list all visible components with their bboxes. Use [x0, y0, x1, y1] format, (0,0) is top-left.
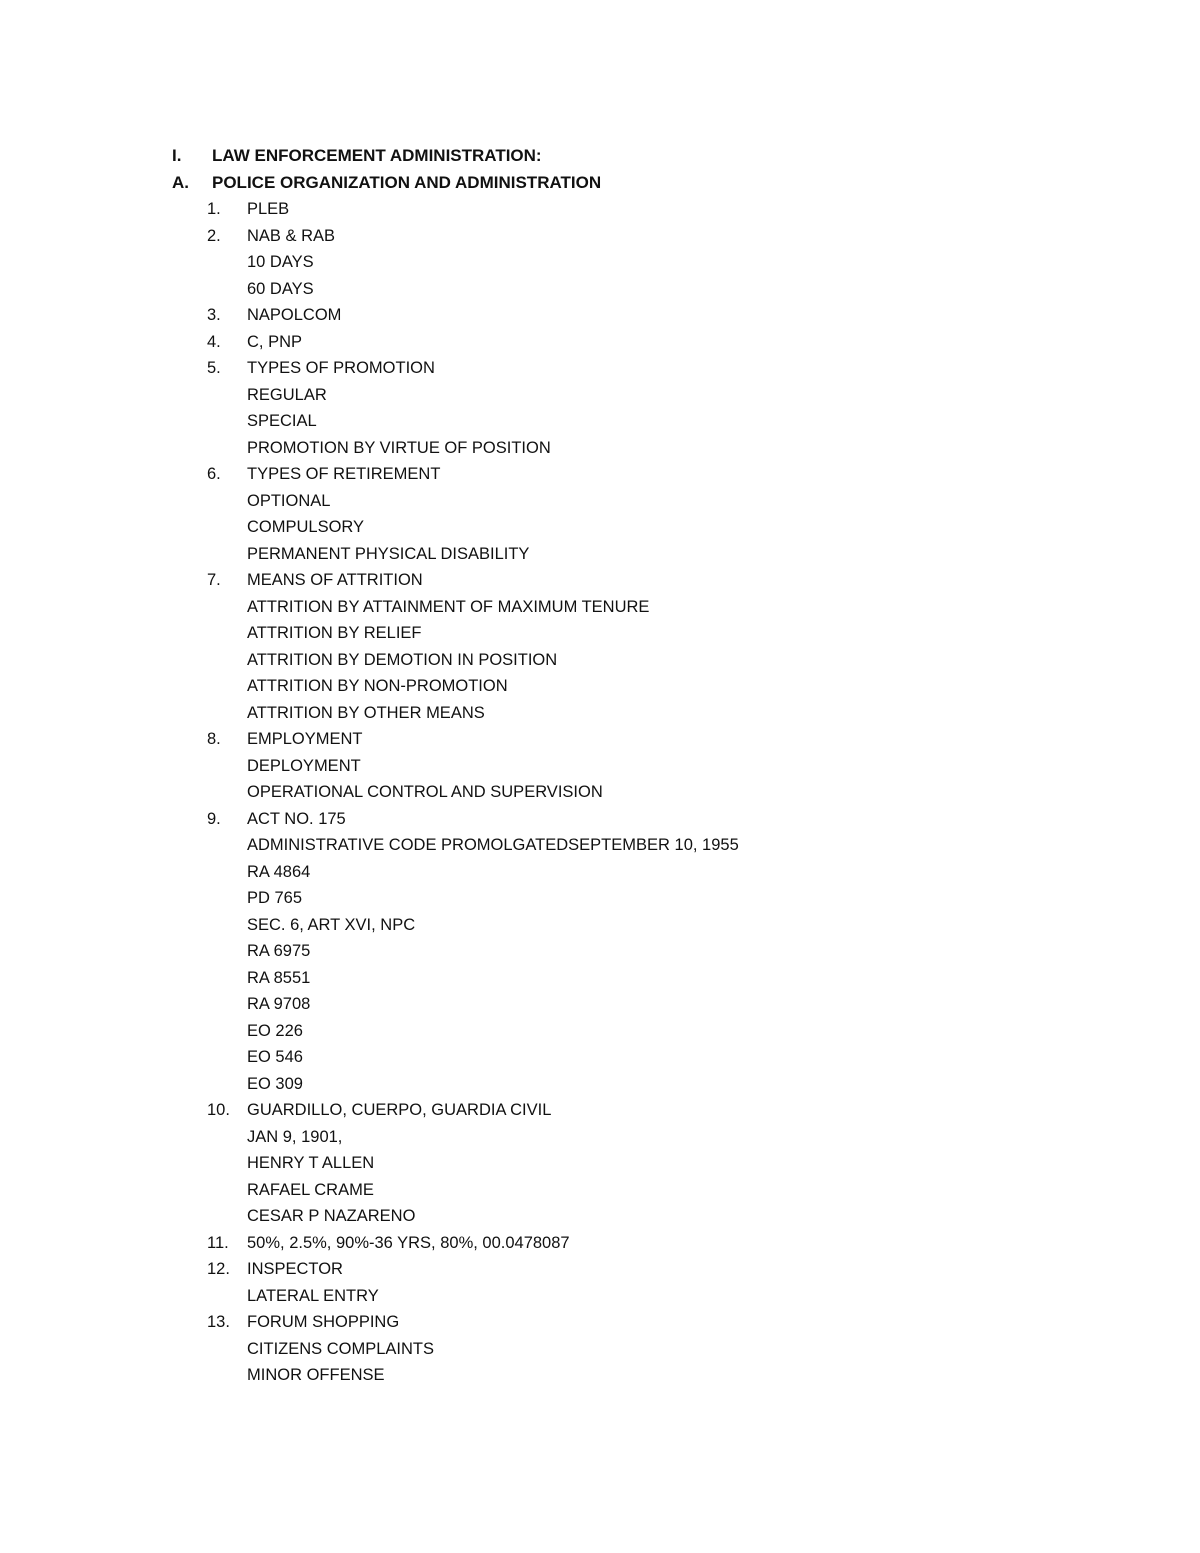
list-subitem: RA 9708 — [247, 995, 311, 1013]
outline — [172, 143, 1072, 1389]
list-subitem: PD 765 — [247, 889, 303, 907]
list-item-number: 12. — [207, 1260, 230, 1278]
list-item — [172, 196, 1072, 223]
list-subitem: ADMINISTRATIVE CODE PROMOLGATEDSEPTEMBER 10, 1955 — [247, 836, 739, 854]
list-item-number: 13. — [207, 1313, 230, 1331]
list-item-number: 7. — [207, 571, 221, 589]
list-subitem: 60 DAYS — [247, 279, 314, 298]
list-item — [172, 329, 1072, 356]
list-item-number: 5. — [207, 359, 221, 377]
list-subitem: EO 309 — [247, 1074, 303, 1093]
list-item-text: PLEB — [247, 200, 290, 218]
list-item-number: 4. — [207, 332, 221, 351]
list-subitem: OPERATIONAL CONTROL AND SUPERVISION — [247, 783, 603, 801]
subsection-title: POLICE ORGANIZATION AND ADMINISTRATION — [212, 172, 602, 192]
list-item-text: 50%, 2.5%, 90%-36 YRS, 80%, 00.0478087 — [247, 1233, 570, 1252]
list-subitem: LATERAL ENTRY — [247, 1286, 379, 1305]
list-subitem: PROMOTION BY VIRTUE OF POSITION — [247, 438, 551, 457]
list-subitem: RA 6975 — [247, 942, 311, 960]
list-item-text: NAB & RAB — [247, 226, 336, 245]
list-item-number: 3. — [207, 306, 221, 324]
list-item-number: 11. — [207, 1233, 229, 1252]
list-subitem: ATTRITION BY DEMOTION IN POSITION — [247, 650, 558, 669]
list-item-number: 8. — [207, 730, 221, 748]
section-heading — [172, 143, 1072, 170]
list-subitem: MINOR OFFENSE — [247, 1366, 385, 1384]
list-item — [172, 806, 1072, 833]
list-subitem: RAFAEL CRAME — [247, 1180, 374, 1199]
list-item — [172, 726, 1072, 753]
list-item-number: 1. — [207, 200, 221, 218]
list-item — [172, 355, 1072, 382]
list-item-text: INSPECTOR — [247, 1260, 343, 1278]
list-item — [172, 302, 1072, 329]
subsection-marker: A. — [172, 172, 189, 192]
list-subitem: REGULAR — [247, 385, 327, 404]
list-item — [172, 1097, 1072, 1124]
list-subitem: JAN 9, 1901, — [247, 1127, 343, 1146]
list-subitem: EO 226 — [247, 1021, 303, 1040]
list-item-text: TYPES OF PROMOTION — [247, 359, 435, 377]
list-item — [172, 1309, 1072, 1336]
list-item-text: GUARDILLO, CUERPO, GUARDIA CIVIL — [247, 1101, 552, 1119]
list-subitem: RA 8551 — [247, 968, 311, 987]
list-subitem: DEPLOYMENT — [247, 756, 361, 775]
section-marker: I. — [172, 146, 182, 165]
list-item-text: C, PNP — [247, 332, 303, 351]
list-subitem: RA 4864 — [247, 862, 311, 881]
list-subitem: SEC. 6, ART XVI, NPC — [247, 915, 416, 934]
list-item-number: 2. — [207, 226, 221, 245]
list-item — [172, 461, 1072, 488]
list-subitem: COMPULSORY — [247, 518, 365, 536]
list-item-number: 10. — [207, 1101, 230, 1119]
list-item-number: 6. — [207, 465, 221, 483]
list-subitem: 10 DAYS — [247, 253, 314, 271]
list-item-text: EMPLOYMENT — [247, 730, 363, 748]
list-item — [172, 223, 1072, 250]
list-item — [172, 567, 1072, 594]
list-item — [172, 1256, 1072, 1283]
list-subitem: ATTRITION BY NON-PROMOTION — [247, 677, 508, 695]
list-subitem: EO 546 — [247, 1048, 303, 1066]
list-subitem: ATTRITION BY ATTAINMENT OF MAXIMUM TENURE — [247, 597, 650, 616]
list-subitem: OPTIONAL — [247, 491, 331, 510]
list-subitem: SPECIAL — [247, 412, 317, 430]
list-subitem: ATTRITION BY OTHER MEANS — [247, 703, 485, 722]
list-item-number: 9. — [207, 809, 221, 828]
list-item — [172, 1230, 1072, 1257]
list-item-text: ACT NO. 175 — [247, 809, 346, 828]
list-subitem: HENRY T ALLEN — [247, 1154, 375, 1172]
list-item-text: MEANS OF ATTRITION — [247, 571, 423, 589]
numbered-list — [172, 196, 1072, 1389]
section-title: LAW ENFORCEMENT ADMINISTRATION: — [212, 146, 542, 165]
list-subitem: ATTRITION BY RELIEF — [247, 624, 422, 642]
list-item-text: TYPES OF RETIREMENT — [247, 465, 441, 483]
list-item-text: FORUM SHOPPING — [247, 1313, 400, 1331]
list-subitem: CITIZENS COMPLAINTS — [247, 1339, 435, 1358]
list-item-text: NAPOLCOM — [247, 306, 342, 324]
list-subitem: PERMANENT PHYSICAL DISABILITY — [247, 544, 530, 563]
list-subitem: CESAR P NAZARENO — [247, 1207, 416, 1225]
subsection-heading — [172, 170, 1072, 197]
